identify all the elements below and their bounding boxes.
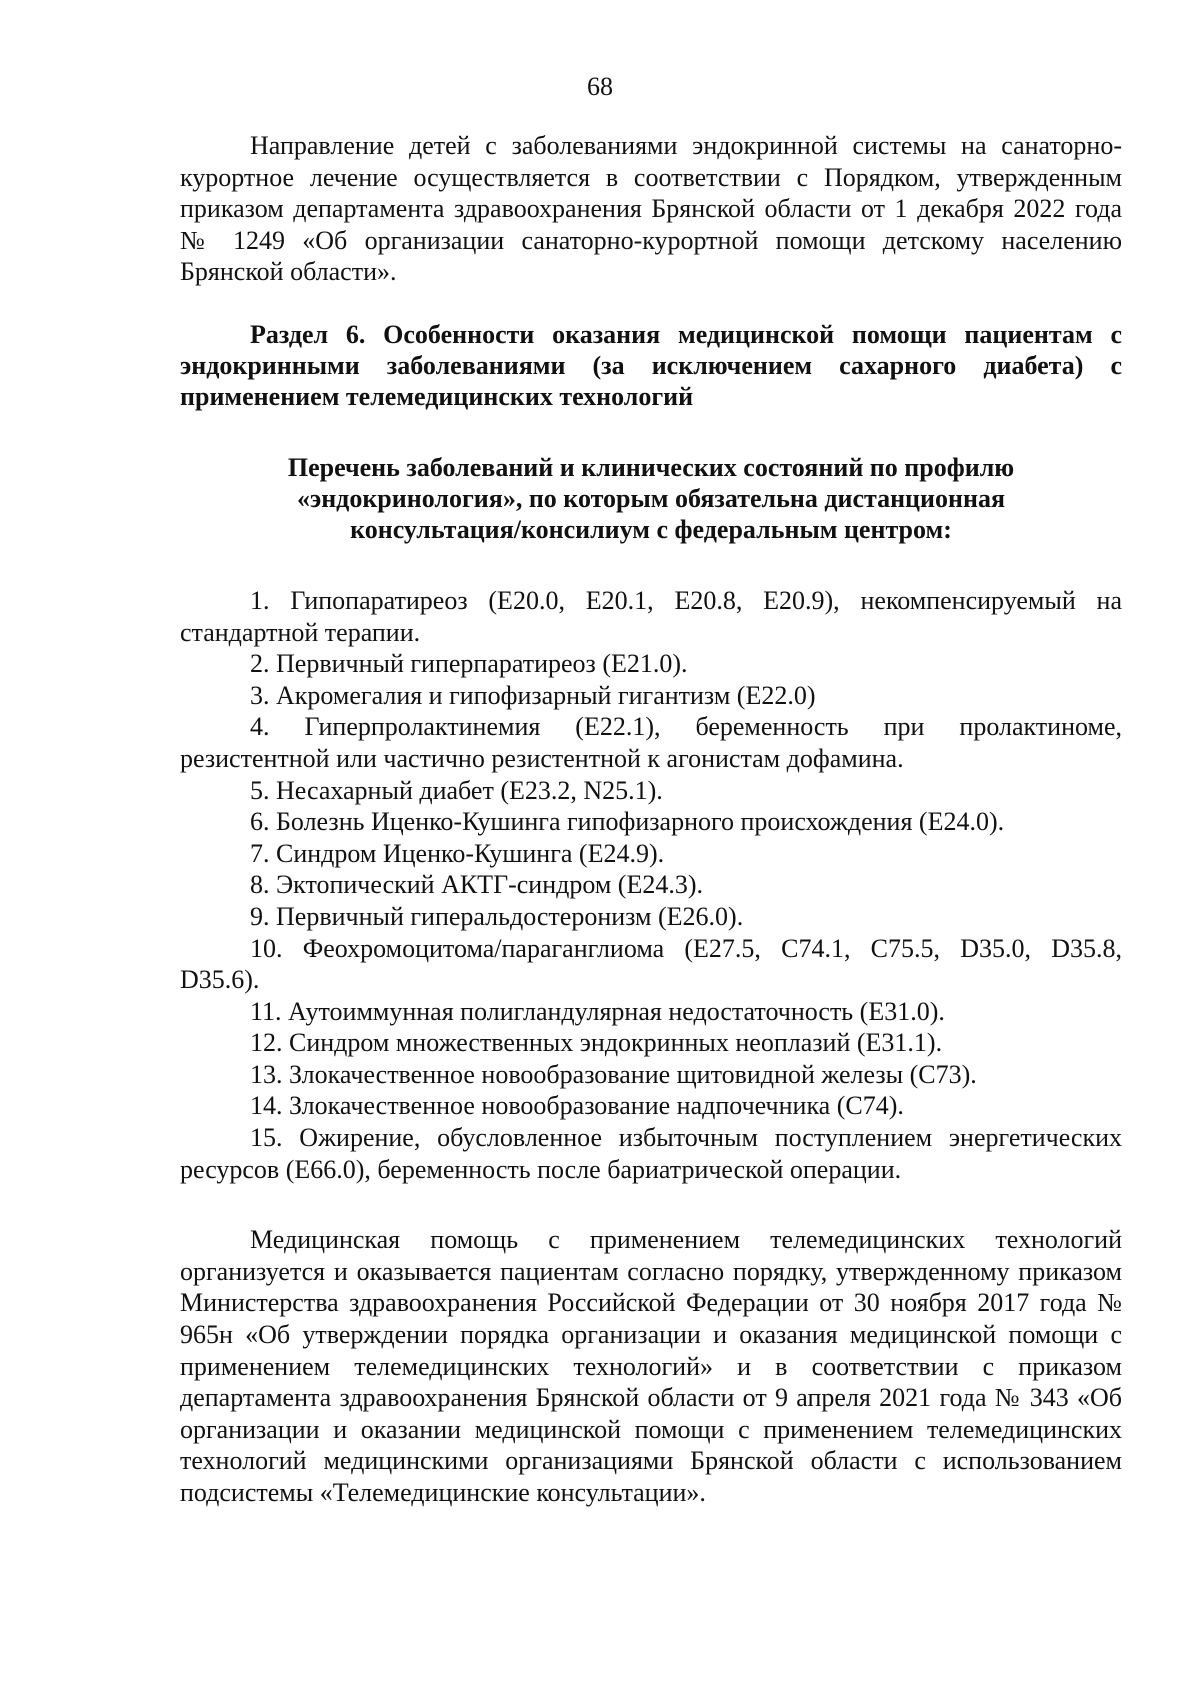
list-item: 10. Феохромоцитома/параганглиома (Е27.5, С74.1, С75.5, D35.0, D35.8, D35.6). [180,933,1122,995]
list-item: 1. Гипопаратиреоз (Е20.0, Е20.1, Е20.8, Е20.9), некомпенсируемый на стандартной терапии. [180,585,1122,647]
list-item: 5. Несахарный диабет (Е23.2, N25.1). [250,775,663,805]
intro-paragraph: Направление детей с заболеваниями эндокринной системы на санаторно-курортное лечение осуществляется в соответствии с Порядком, утвержденным приказом департамента здравоохранения Брянской области от 1 декабря 2022 года № 1249 «Об организации санаторно-курортной помощи детскому населению Брянской области». [180,131,1122,287]
page-content [180,130,1122,1509]
list-item: 3. Акромегалия и гипофизарный гигантизм (Е22.0) [250,680,816,710]
list-item: 15. Ожирение, обусловленное избыточным поступлением энергетических ресурсов (Е66.0), беременность после бариатрической операции. [180,1123,1122,1184]
conditions-list [180,585,1122,1185]
list-item: 4. Гиперпролактинемия (Е22.1), беременность при пролактиноме, резистентной или частично резистентной к агонистам дофамина. [180,712,1122,773]
list-item: 12. Синдром множественных эндокринных неоплазий (Е31.1). [250,1028,943,1058]
page-number: 68 [587,72,613,101]
conditions-list-heading: Перечень заболеваний и клинических состояний по профилю «эндокринология», по которым обязательна дистанционная консультация/консилиум с федеральным центром: [287,452,1015,544]
list-item: 8. Эктопический АКТГ-синдром (Е24.3). [250,870,704,900]
list-item: 9. Первичный гиперальдостеронизм (Е26.0). [250,901,744,931]
closing-paragraph: Медицинская помощь с применением телемедицинских технологий организуется и оказывается пациентам согласно порядку, утвержденному приказом Министерства здравоохранения Российской Федерации от 30 ноября 2017 года № 965н «Об утверждении порядка организации и оказания медицинской помощи с применением телемедицинских технологий» и в соответствии с приказом департамента здравоохранения Брянской области от 9 апреля 2021 года № 343 «Об организации и оказании медицинской помощи с применением телемедицинских технологий медицинскими организациями Брянской области с использованием подсистемы «Телемедицинские консультации». [180,1225,1122,1507]
list-item: 6. Болезнь Иценко-Кушинга гипофизарного происхождения (Е24.0). [250,807,1005,837]
list-item: 11. Аутоиммунная полигландулярная недостаточность (Е31.0). [250,996,945,1026]
list-item: 7. Синдром Иценко-Кушинга (Е24.9). [250,838,665,868]
section-heading: Раздел 6. Особенности оказания медицинской помощи пациентам с эндокринными заболеваниями (за исключением сахарного диабета) с применением телемедицинских технологий [180,319,1122,411]
list-item: 14. Злокачественное новообразование надпочечника (С74). [250,1091,904,1121]
list-item: 2. Первичный гиперпаратиреоз (Е21.0). [250,649,688,679]
list-item: 13. Злокачественное новообразование щитовидной железы (С73). [250,1059,977,1089]
